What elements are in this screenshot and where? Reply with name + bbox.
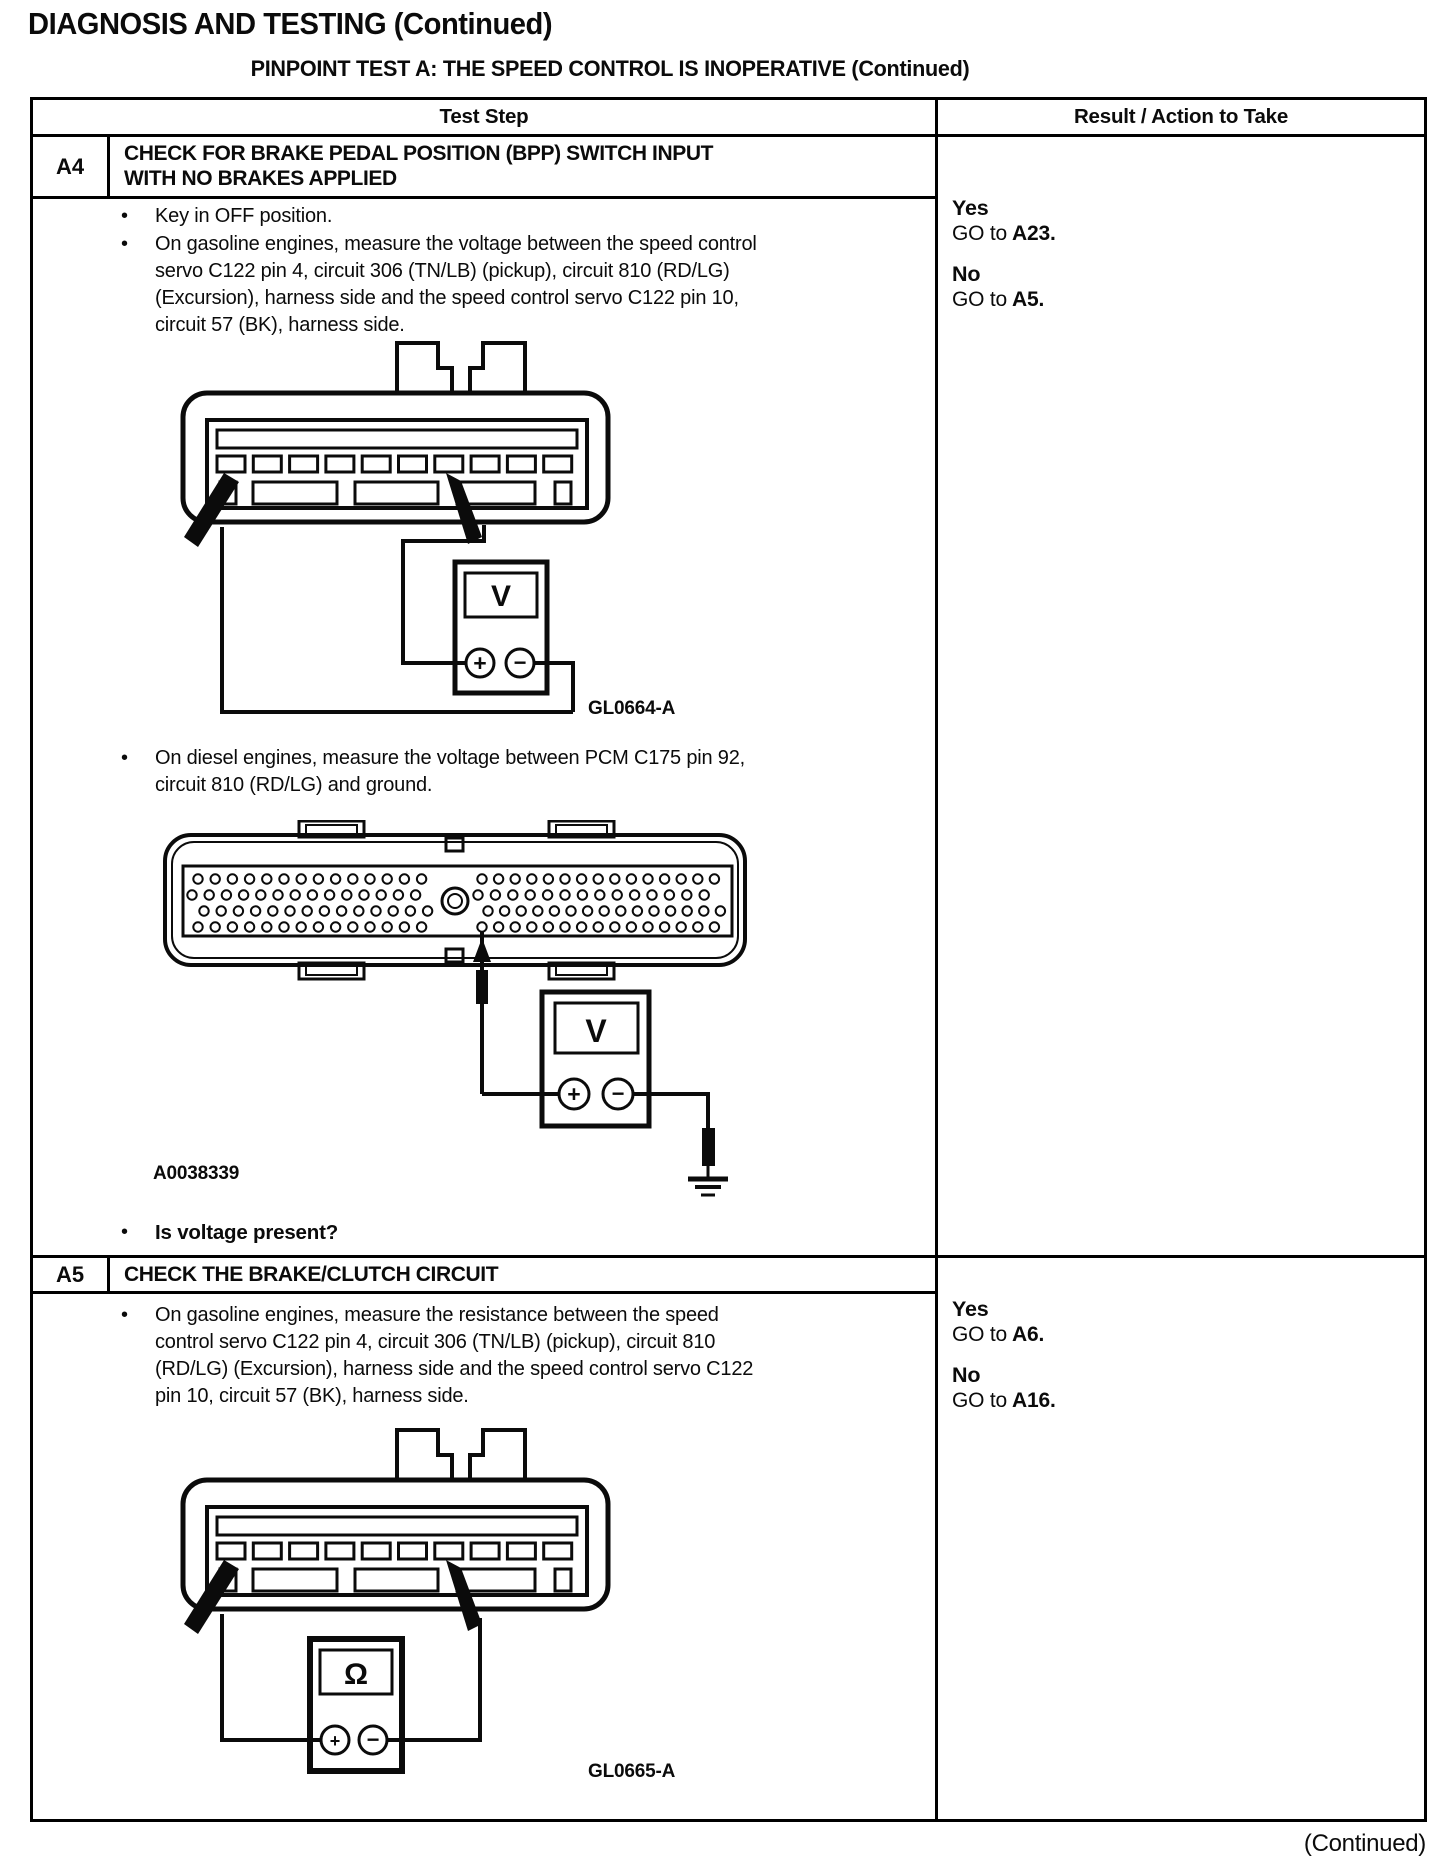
a5-title-bar bbox=[33, 1258, 935, 1294]
pinpoint-test-title: PINPOINT TEST A: THE SPEED CONTROL IS INOPERATIVE (Continued) bbox=[250, 56, 970, 81]
connector-tab-left bbox=[397, 343, 452, 393]
connector-bolt bbox=[442, 888, 468, 914]
a4-test-step-cell bbox=[33, 137, 938, 1255]
test-step-row-a5 bbox=[33, 1255, 1424, 1819]
pin-field bbox=[183, 866, 732, 936]
ohmmeter-icon bbox=[310, 1639, 402, 1771]
list-item: • Is voltage present? bbox=[121, 1219, 821, 1246]
connector-tab-left bbox=[397, 1430, 452, 1480]
result-entry: No GO to A16. bbox=[952, 1363, 1056, 1412]
svg-text:+: + bbox=[473, 650, 487, 676]
connector-slot bbox=[217, 1517, 577, 1535]
result-entry: Yes GO to A6. bbox=[952, 1297, 1045, 1346]
pcm-connector-voltmeter-figure bbox=[140, 820, 840, 1210]
a5-bullet-list bbox=[33, 1294, 935, 1410]
probe-tip bbox=[476, 970, 488, 1004]
plus-terminal bbox=[321, 1726, 349, 1754]
table-header-row bbox=[33, 100, 1424, 137]
result-entry: No GO to A5. bbox=[952, 262, 1045, 311]
a4-title-bar bbox=[33, 137, 935, 199]
list-item: • On diesel engines, measure the voltage between PCM C175 pin 92, circuit 810 (RD/LG) and ground. bbox=[121, 745, 821, 799]
svg-text:+: + bbox=[567, 1081, 581, 1107]
a5-step-id: A5 bbox=[33, 1258, 110, 1291]
pinpoint-table bbox=[30, 97, 1427, 1822]
list-item: • On gasoline engines, measure the voltage between the speed control servo C122 pin 4, circuit 306 (TN/LB) (pickup), circuit 810 (RD/LG) (Excursion), harness side and the speed control servo C122 pin 10, circuit 57 (BK), harness side. bbox=[121, 231, 935, 339]
figure-label: GL0665-A bbox=[588, 1761, 676, 1782]
connector-tab-right bbox=[470, 1430, 525, 1480]
column-header-result: Result / Action to Take bbox=[1073, 105, 1289, 128]
minus-terminal bbox=[506, 649, 534, 677]
list-item: • On gasoline engines, measure the resistance between the speed control servo C122 pin 4, circuit 306 (TN/LB) (pickup), circuit 810 (RD/LG) (Excursion), harness side and the speed control servo C122 pin 10, circuit 57 (BK), harness side. bbox=[121, 1302, 935, 1410]
ground-icon bbox=[688, 1128, 728, 1195]
voltmeter-display-label: V bbox=[585, 1013, 607, 1049]
voltmeter-icon bbox=[542, 992, 649, 1126]
plus-terminal bbox=[559, 1079, 589, 1109]
a4-step-title: CHECK FOR BRAKE PEDAL POSITION (BPP) SWITCH INPUT WITH NO BRAKES APPLIED bbox=[124, 142, 714, 190]
connector-lower-cavities bbox=[220, 482, 571, 504]
servo-connector-voltmeter-figure bbox=[170, 335, 700, 730]
probe-arrow-pin92-icon bbox=[473, 938, 491, 962]
connector-pin-row bbox=[217, 456, 572, 472]
a4-step-id: A4 bbox=[33, 137, 110, 196]
minus-terminal bbox=[603, 1079, 633, 1109]
connector-c122 bbox=[183, 343, 608, 522]
a4-result-cell bbox=[938, 137, 1424, 1255]
plus-terminal bbox=[466, 649, 494, 677]
a5-result-cell bbox=[938, 1258, 1424, 1819]
minus-terminal bbox=[359, 1726, 387, 1754]
connector-c122 bbox=[183, 1430, 608, 1609]
connector-slot bbox=[217, 430, 577, 448]
a5-step-body bbox=[33, 1294, 935, 1819]
connector-pin-row bbox=[217, 1543, 572, 1559]
column-header-test-step: Test Step bbox=[33, 100, 938, 134]
figure-label: A0038339 bbox=[153, 1163, 240, 1184]
svg-text:−: − bbox=[366, 1727, 380, 1752]
servo-connector-ohmmeter-figure bbox=[170, 1422, 700, 1792]
result-entry: Yes GO to A23. bbox=[952, 196, 1056, 245]
connector-c175 bbox=[165, 821, 745, 979]
a4-step-body bbox=[33, 199, 935, 1255]
ohmmeter-display-label: Ω bbox=[343, 1658, 369, 1691]
a5-test-step-cell bbox=[33, 1258, 938, 1819]
a5-step-title: CHECK THE BRAKE/CLUTCH CIRCUIT bbox=[124, 1263, 499, 1286]
svg-text:−: − bbox=[513, 650, 527, 675]
voltmeter-display-label: V bbox=[490, 580, 512, 613]
connector-lower-cavities bbox=[220, 1569, 571, 1591]
svg-text:+: + bbox=[329, 1731, 341, 1751]
page-continued-marker: (Continued) bbox=[1303, 1830, 1426, 1857]
connector-tab-right bbox=[470, 343, 525, 393]
list-item: • Key in OFF position. bbox=[121, 203, 935, 230]
pcm-pins bbox=[187, 874, 725, 931]
svg-text:−: − bbox=[611, 1081, 625, 1106]
figure-label: GL0664-A bbox=[588, 698, 676, 719]
page-title: DIAGNOSIS AND TESTING (Continued) bbox=[28, 6, 553, 41]
a4-bullet-list bbox=[33, 199, 935, 339]
test-step-row-a4 bbox=[33, 137, 1424, 1255]
